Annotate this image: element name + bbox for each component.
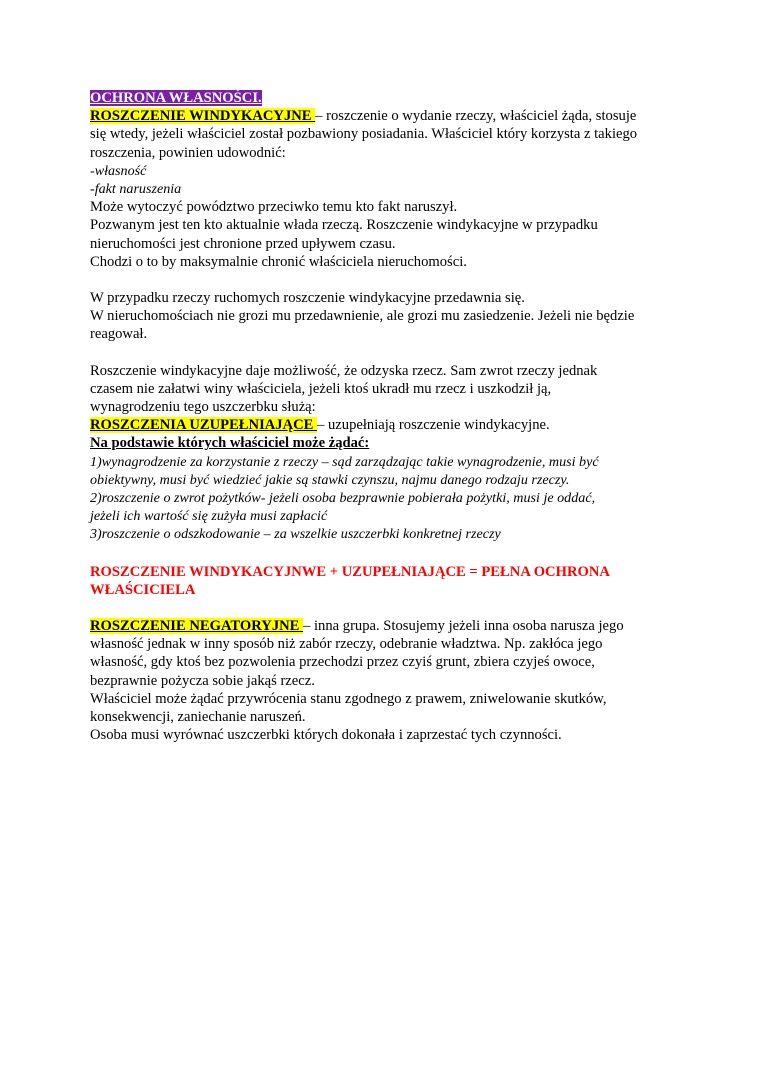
uzupelniajace-intro-1: Roszczenie windykacyjne daje możliwość, że odzyska rzecz. Sam zwrot rzeczy jednak: [90, 362, 598, 379]
negatoryjne-line-6: konsekwencji, zaniechanie naruszeń.: [90, 709, 306, 726]
summary-red-line-2: WŁAŚCICIELA: [90, 581, 196, 598]
document-body: [90, 89, 670, 745]
uzupelniajace-intro-2: czasem nie załatwi winy właściciela, jeżeli ktoś ukradł mu rzecz i uszkodził ją,: [90, 380, 552, 397]
ruchome-line-2: W nieruchomościach nie grozi mu przedawnienie, ale grozi mu zasiedzenie. Jeżeli nie będzie: [90, 308, 635, 325]
claim-item-2-cont: jeżeli ich wartość się zużyła musi zapłacić: [90, 508, 328, 525]
uzupelniajace-heading-line: [90, 416, 670, 434]
document-title: OCHRONA WŁASNOŚCI.: [90, 90, 262, 106]
paragraph-gap: [90, 599, 670, 617]
paragraph-gap: [90, 344, 670, 362]
ruchome-line-3: reagował.: [90, 326, 148, 343]
ruchome-line-1: W przypadku rzeczy ruchomych roszczenie windykacyjne przedawnia się.: [90, 290, 525, 307]
negatoryjne-line-7: Osoba musi wyrównać uszczerbki których dokonała i zaprzestać tych czynności.: [90, 727, 562, 744]
uzupelniajace-heading-text: – uzupełniają roszczenie windykacyjne.: [317, 417, 550, 434]
summary-red-line-1: ROSZCZENIE WINDYKACYJNWE + UZUPEŁNIAJĄCE = PEŁNA OCHRONA: [90, 563, 610, 580]
claim-item-3: 3)roszczenie o odszkodowanie – za wszelkie uszczerbki konkretnej rzeczy: [90, 526, 501, 543]
windykacyjne-line-7: Pozwanym jest ten kto aktualnie włada rzeczą. Roszczenie windykacyjne w przypadku: [90, 217, 598, 234]
negatoryjne-line-5: Właściciel może żądać przywrócenia stanu zgodnego z prawem, zniwelowanie skutków,: [90, 690, 607, 707]
uzupelniajace-intro-3: wynagrodzeniu tego uszczerbku służą:: [90, 399, 316, 416]
uzupelniajace-heading: ROSZCZENIA UZUPEŁNIAJĄCE: [90, 417, 318, 434]
windykacyjne-line-3: roszczenia, powinien udowodnić:: [90, 144, 286, 161]
negatoryjne-line-2: własność jednak w inny sposób niż zabór rzeczy, odebranie władztwa. Np. zakłóca jego: [90, 636, 603, 653]
proof-item-violation: -fakt naruszenia: [90, 181, 182, 198]
negatoryjne-line-4: bezprawnie pożycza sobie jakąś rzecz.: [90, 672, 315, 689]
uzupelniajace-subheading: Na podstawie których właściciel może żądać:: [90, 435, 370, 452]
paragraph-gap: [90, 544, 670, 563]
claim-item-1: 1)wynagrodzenie za korzystanie z rzeczy – sąd zarządzając takie wynagrodzenie, musi być: [90, 453, 599, 470]
windykacyjne-line-9: Chodzi o to by maksymalnie chronić właściciela nieruchomości.: [90, 253, 467, 270]
title-line: [90, 89, 670, 107]
claim-item-2: 2)roszczenie o zwrot pożytków- jeżeli osoba bezprawnie pobierała pożytki, musi je oddać,: [90, 490, 596, 507]
windykacyjne-text-1: – roszczenie o wydanie rzeczy, właściciel żąda, stosuje: [315, 108, 637, 125]
negatoryjne-text-1: – inna grupa. Stosujemy jeżeli inna osoba narusza jego: [303, 618, 624, 635]
paragraph-gap: [90, 271, 670, 289]
claim-item-1-cont: obiektywny, musi być wiedzieć jakie są stawki czynszu, najmu danego rodzaju rzeczy.: [90, 471, 570, 488]
negatoryjne-line-3: własność, gdy ktoś bez pozwolenia przechodzi przez czyiś grunt, zbiera czyjeś owoce,: [90, 654, 595, 671]
negatoryjne-line-1: [90, 617, 670, 635]
windykacyjne-line-1: [90, 107, 670, 125]
windykacyjne-line-6: Może wytoczyć powództwo przeciwko temu kto fakt naruszył.: [90, 199, 458, 216]
negatoryjne-heading: ROSZCZENIE NEGATORYJNE: [90, 618, 304, 635]
proof-item-ownership: -własność: [90, 162, 147, 179]
windykacyjne-heading: ROSZCZENIE WINDYKACYJNE: [90, 108, 316, 125]
windykacyjne-line-8: nieruchomości jest chronione przed upływem czasu.: [90, 235, 396, 252]
windykacyjne-line-2: się wtedy, jeżeli właściciel został pozbawiony posiadania. Właściciel który korzysta z takiego: [90, 126, 638, 143]
